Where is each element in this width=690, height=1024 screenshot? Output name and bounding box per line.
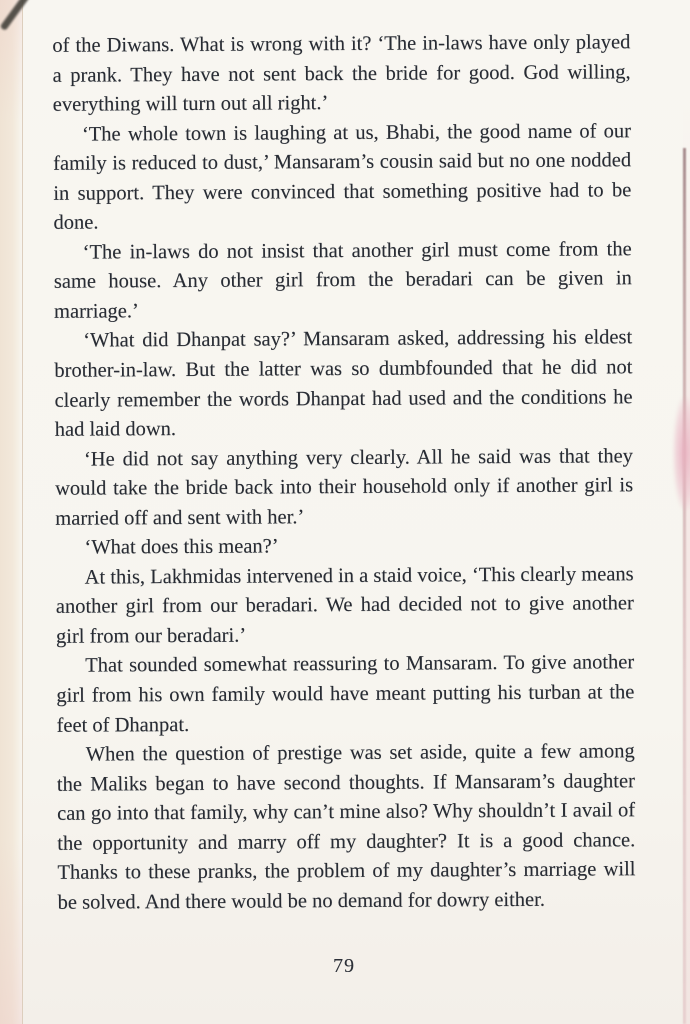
page-number: 79 — [333, 955, 355, 977]
paragraph: ‘What does this mean?’ — [84, 535, 279, 559]
paragraph: ‘The whole town is laughing at us, Bhabi, the good name of our family is reduced to dust,’ Mansaram’s cousin said but no one nodded in support. They were convinced that something positive had to be done. — [53, 119, 632, 235]
paragraph: ‘He did not say anything very clearly. All he said was that they would take the bride back into their household only if another girl is married off and sent with her.’ — [55, 444, 634, 530]
paragraph: That sounded somewhat reassuring to Mansaram. To give another girl from his own family would have meant putting his turban at the feet of Dhanpat. — [56, 651, 635, 737]
paragraph: ‘The in-laws do not insist that another girl must come from the same house. Any other girl from the beradari can be given in marriage.’ — [53, 238, 632, 323]
paragraph: of the Diwans. What is wrong with it? ‘The in-laws have only played a prank. They have not sent back the bride for good. God willing, everything will turn out all right.’ — [52, 31, 631, 116]
paragraph: At this, Lakhmidas intervened in a staid voice, ‘This clearly means another girl from our beradari. We had decided not to give another girl from our beradari.’ — [55, 563, 634, 648]
scan-pink-wash-artifact — [683, 0, 690, 1024]
page-text — [52, 28, 635, 918]
paragraph: ‘What did Dhanpat say?’ Mansaram asked, addressing his eldest brother-in-law. But the latter was so dumbfounded that he did not clearly remember the words Dhanpat had used and the conditions he had laid down. — [54, 326, 633, 441]
paragraph: When the question of prestige was set aside, quite a few among the Maliks began to have second thoughts. If Mansaram’s daughter can go into that family, why can’t mine also? Why shouldn’t I avail of the opportunity and marry off my daughter? It is a good chance. Thanks to these pranks, the problem of my daughter’s marriage will be solved. And there would be no demand for dowry either. — [56, 740, 636, 914]
page-gutter-tint — [0, 0, 22, 1024]
